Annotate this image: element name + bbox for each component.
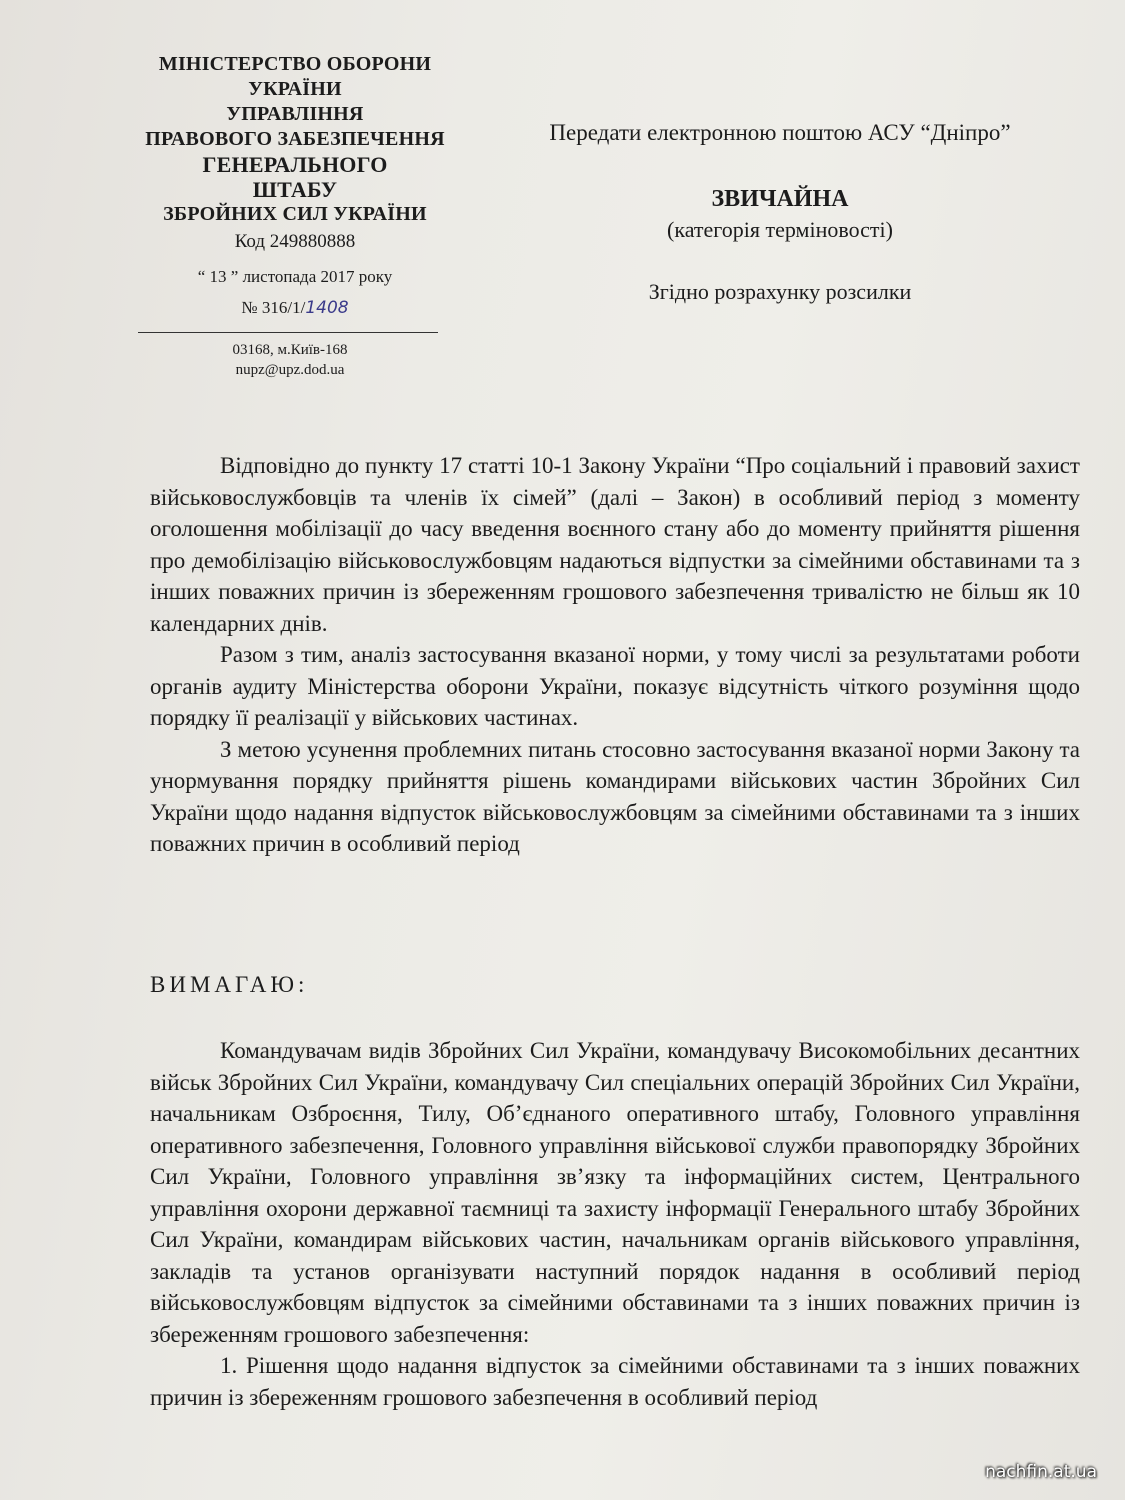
demand-heading: ВИМАГАЮ: <box>150 972 309 997</box>
document-body <box>150 450 1080 860</box>
paragraph-4: Командувачам видів Збройних Сил України, командувачу Високомобільних десантних військ Збройних Сил України, командувачу Сил спеціальних операцій Збройних Сил України, начальникам Озброєння, Тилу, Об’єднаного оперативного штабу, Головного управління оперативного забезпечення, Головного управління військової служби правопорядку Збройних Сил України, Головного управління зв’язку та інформаційних систем, Центрального управління охорони державної таємниці та захисту інформації Генерального штабу Збройних Сил України, командирам військових частин, начальникам органів військового управління, закладів та установ організувати наступний порядок надання в особливий період військовослужбовцям відпусток за сімейними обставинами та з інших поважних причин із збереженням грошового забезпечення: <box>150 1038 1080 1347</box>
site-watermark: nachfin.at.ua <box>985 1462 1097 1482</box>
org-line-2: УКРАЇНИ <box>248 78 342 100</box>
org-line-4: ПРАВОВОГО ЗАБЕЗПЕЧЕННЯ <box>145 128 445 150</box>
address-line-1: 03168, м.Київ-168 <box>232 342 348 358</box>
document-date: “ 13 ” листопада 2017 року <box>197 267 393 286</box>
org-line-5: ГЕНЕРАЛЬНОГО <box>202 152 388 177</box>
document-number <box>135 295 455 321</box>
document-body-continued <box>150 1035 1080 1413</box>
paragraph-2: Разом з тим, аналіз застосування вказаної норми, у тому числі за результатами роботи органів аудиту Міністерства оборони України, показує відсутність чіткого розуміння щодо порядку її реалізації у військових частинах. <box>150 642 1080 730</box>
org-line-7: ЗБРОЙНИХ СИЛ УКРАЇНИ <box>163 203 427 225</box>
paragraph-5: 1. Рішення щодо надання відпусток за сімейними обставинами та з інших поважних причин із збереженням грошового забезпечення в особливий період <box>150 1353 1080 1410</box>
paragraph-1: Відповідно до пункту 17 статті 10-1 Закону України “Про соціальний і правовий захист військовослужбовців та членів їх сімей” (далі – Закон) в особливий період з моменту оголошення мобілізації до часу введення воєнного стану або до моменту прийняття рішення про демобілізацію військовослужбовцям надаються відпустки за сімейними обставинами та з інших поважних причин із збереженням грошового забезпечення тривалістю не більш як 10 календарних днів. <box>150 453 1080 636</box>
sender-block <box>135 52 455 321</box>
address-email: nupz@upz.dod.ua <box>235 362 345 378</box>
urgency-category: ЗВИЧАЙНА <box>711 186 849 212</box>
org-line-3: УПРАВЛІННЯ <box>226 103 364 125</box>
document-number-handwritten: 1408 <box>305 298 349 318</box>
distribution-note: Згідно розрахунку розсилки <box>648 279 912 304</box>
transmit-instruction: Передати електронною поштою АСУ “Дніпро” <box>549 120 1011 145</box>
org-code: Код 249880888 <box>234 231 356 252</box>
header-divider <box>138 332 438 333</box>
document-number-prefix: № 316/1/ <box>241 298 306 317</box>
sender-address <box>140 340 440 380</box>
urgency-caption: (категорія терміновості) <box>667 217 893 242</box>
paragraph-3: З метою усунення проблемних питань стосовно застосування вказаної норми Закону та унормування порядку прийняття рішень командирами військових частин Збройних Сил України щодо надання відпусток військовослужбовцям за сімейними обставинами та з інших поважних причин в особливий період <box>150 736 1080 856</box>
org-line-6: ШТАБУ <box>252 177 338 202</box>
routing-block <box>470 110 1090 305</box>
org-line-1: МІНІСТЕРСТВО ОБОРОНИ <box>158 53 432 75</box>
